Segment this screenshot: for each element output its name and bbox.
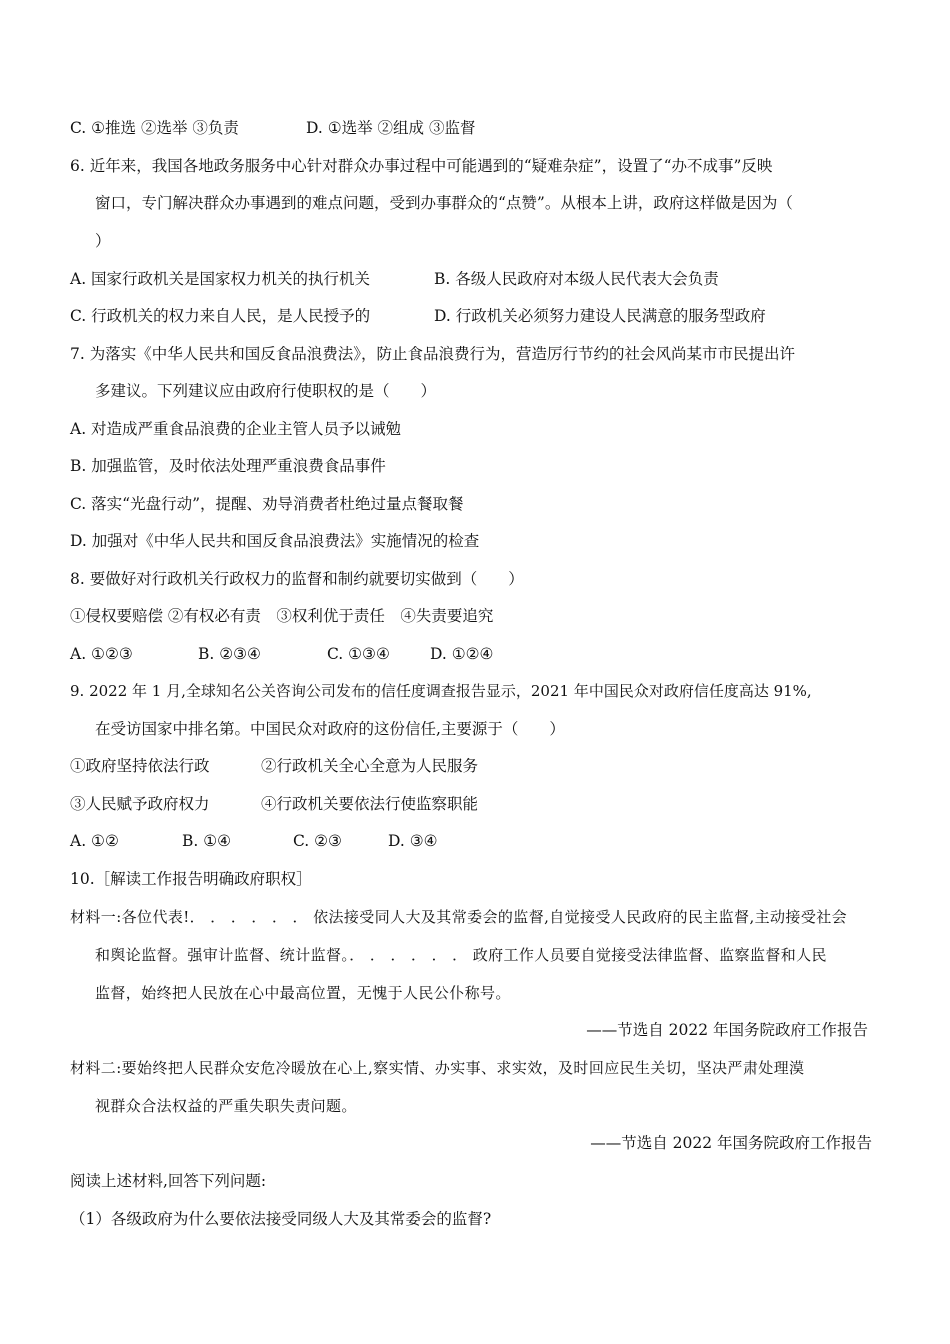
q10-prompt: 阅读上述材料,回答下列问题: xyxy=(70,1172,267,1190)
q10-material1-line2: 和舆论监督。强审计监督、统计监督。． ． ． ． ． ． 政府工作人员要自觉接受法律监督、监察监督和人民 xyxy=(95,946,827,964)
q10-subquestion-1: （1）各级政府为什么要依法接受同级人大及其常委会的监督? xyxy=(70,1210,492,1228)
q8-stem: 8. 要做好对行政机关行政权力的监督和制约就要切实做到（ ） xyxy=(70,570,524,588)
q8-option-d[interactable]: D. ①②④ xyxy=(430,645,494,663)
q6-option-a[interactable]: A. 国家行政机关是国家权力机关的执行机关 xyxy=(70,270,371,288)
q9-item-3: ③人民赋予政府权力 xyxy=(70,795,210,813)
q9-item-4: ④行政机关要依法行使监察职能 xyxy=(261,795,479,813)
q8-options-row xyxy=(70,643,494,665)
q8-option-c[interactable]: C. ①③④ xyxy=(327,645,390,663)
q9-option-d[interactable]: D. ③④ xyxy=(388,832,438,850)
q6-stem-line2: 窗口，专门解决群众办事遇到的难点问题，受到办事群众的“点赞”。从根本上讲，政府这样做是因为（ xyxy=(95,194,793,212)
q9-options-row xyxy=(70,830,438,852)
q9-item-1: ①政府坚持依法行政 xyxy=(70,757,210,775)
q6-option-c[interactable]: C. 行政机关的权力来自人民，是人民授予的 xyxy=(70,307,371,325)
q9-option-a[interactable]: A. ①② xyxy=(70,832,119,850)
q7-stem-line1: 7. 为落实《中华人民共和国反食品浪费法》，防止食品浪费行为，营造厉行节约的社会风尚某市市民提出许 xyxy=(70,345,795,363)
q6-stem-line3: ） xyxy=(95,232,111,250)
q7-option-c[interactable]: C. 落实“光盘行动”，提醒、劝导消费者杜绝过量点餐取餐 xyxy=(70,495,464,513)
q7-stem-line2: 多建议。下列建议应由政府行使职权的是（ ） xyxy=(95,382,437,400)
q7-option-d[interactable]: D. 加强对《中华人民共和国反食品浪费法》实施情况的检查 xyxy=(70,532,480,550)
q10-title: 10.［解读工作报告明确政府职权］ xyxy=(70,870,312,888)
q6-option-d[interactable]: D. 行政机关必须努力建设人民满意的服务型政府 xyxy=(434,307,766,325)
q9-option-b[interactable]: B. ①④ xyxy=(182,832,232,850)
q6-stem-line1: 6. 近年来，我国各地政务服务中心针对群众办事过程中可能遇到的“疑难杂症”，设置了“办不成事”反映 xyxy=(70,157,773,175)
q9-option-c[interactable]: C. ②③ xyxy=(293,832,342,850)
q10-material1-line1: 材料一:各位代表!． ． ． ． ． ． 依法接受同人大及其常委会的监督,自觉接受人民政府的民主监督,主动接受社会 xyxy=(70,908,848,926)
q8-items: ①侵权要赔偿 ②有权必有责 ③权利优于责任 ④失责要追究 xyxy=(70,607,494,625)
q10-material1-source: ——节选自 2022 年国务院政府工作报告 xyxy=(586,1021,868,1039)
q8-option-a[interactable]: A. ①②③ xyxy=(70,645,133,663)
q7-option-a[interactable]: A. 对造成严重食品浪费的企业主管人员予以诫勉 xyxy=(70,420,402,438)
q5-option-c[interactable]: C. ①推选 ②选举 ③负责 xyxy=(70,119,239,137)
q8-option-b[interactable]: B. ②③④ xyxy=(198,645,261,663)
q5-option-d[interactable]: D. ①选举 ②组成 ③监督 xyxy=(306,119,476,137)
q10-material2-line2: 视群众合法权益的严重失职失责问题。 xyxy=(95,1097,357,1115)
q5-options-row xyxy=(70,117,476,139)
q7-option-b[interactable]: B. 加强监管，及时依法处理严重浪费食品事件 xyxy=(70,457,386,475)
q10-material2-line1: 材料二:要始终把人民群众安危冷暖放在心上,察实情、办实事、求实效，及时回应民生关切，坚决严肃处理漠 xyxy=(70,1059,805,1077)
q9-stem-line2: 在受访国家中排名第。中国民众对政府的这份信任,主要源于（ ） xyxy=(95,720,565,738)
q10-material1-line3: 监督，始终把人民放在心中最高位置，无愧于人民公仆称号。 xyxy=(95,984,511,1002)
q6-option-b[interactable]: B. 各级人民政府对本级人民代表大会负责 xyxy=(434,270,719,288)
q10-material2-source: ——节选自 2022 年国务院政府工作报告 xyxy=(590,1134,872,1152)
q9-stem-line1: 9. 2022 年 1 月,全球知名公关咨询公司发布的信任度调查报告显示，2021 年中国民众对政府信任度高达 91%, xyxy=(70,682,812,700)
q9-item-2: ②行政机关全心全意为人民服务 xyxy=(261,757,479,775)
